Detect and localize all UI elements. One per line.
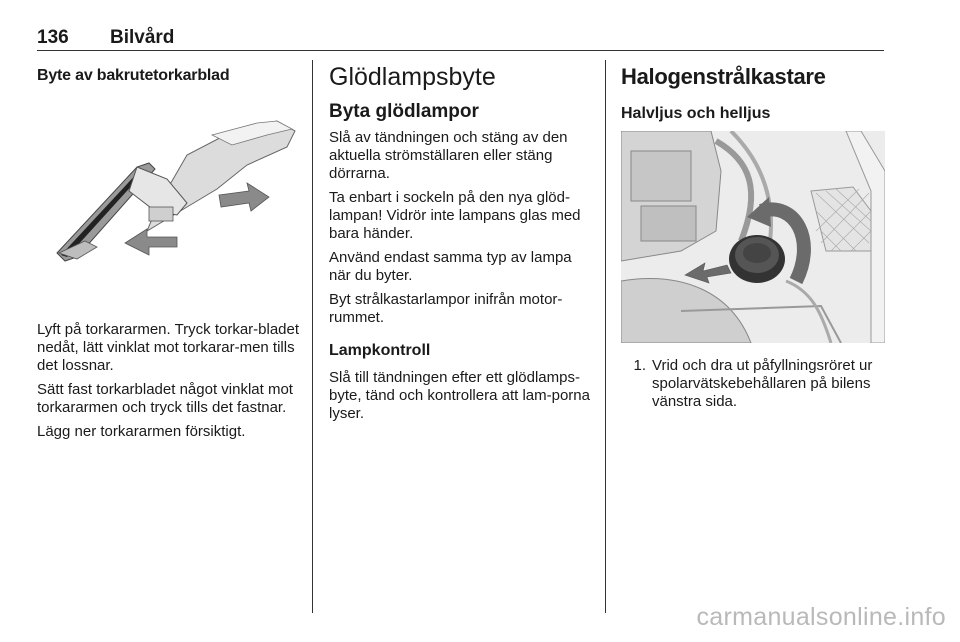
bulb-change-title: Glödlampsbyte [329,63,496,91]
step-item [621,357,886,411]
wiper-paragraph-3: Lägg ner torkararmen försiktigt. [37,423,246,440]
column-divider-1 [312,60,313,613]
bulb-paragraph-3: Använd endast samma typ av lampa när du byter. [329,249,572,284]
bulb-change-subtitle: Byta glödlampor [329,101,479,122]
lamp-check-heading: Lampkontroll [329,342,431,359]
lamp-check-paragraph: Slå till tändningen efter ett glödlamps-byte, tänd och kontrollera att lam-porna lyser. [329,369,590,422]
header-rule [37,50,884,51]
chapter-title: Bilvård [110,27,175,48]
step-text: Vrid och dra ut påfyllningsröret ur spolarvätskebehållaren på bilens vänstra sida. [652,357,873,410]
column-divider-2 [605,60,606,613]
halogen-subtitle: Halvljus och helljus [621,105,771,122]
site-watermark[interactable]: carmanualsonline.info [696,603,946,631]
bulb-paragraph-4: Byt strålkastarlampor inifrån motor-rummet. [329,291,563,326]
halogen-title: Halogenstrålkastare [621,64,826,89]
wiper-illustration [37,95,299,307]
middle-column [329,62,594,423]
wiper-drawing [37,95,299,307]
wiper-heading: Byte av bakrutetorkarblad [37,67,230,84]
bulb-paragraph-2: Ta enbart i sockeln på den nya glöd-lampan! Vidrör inte lampans glas med bara händer. [329,189,581,242]
page-number: 136 [37,27,69,48]
engine-bay-drawing [621,131,885,343]
step-number: 1. [633,357,646,374]
wiper-paragraph-1: Lyft på torkararmen. Tryck torkar-bladet nedåt, lätt vinklat mot torkarar-men tills det lossnar. [37,321,300,374]
halogen-steps [621,357,886,411]
wiper-instructions [37,321,302,441]
bulb-paragraph-1: Slå av tändningen och stäng av den aktuella strömställaren eller stäng dörrarna. [329,129,568,182]
engine-bay-illustration [621,131,885,343]
right-column [621,62,886,124]
left-column [37,66,302,86]
wiper-paragraph-2: Sätt fast torkarbladet något vinklat mot torkararmen och tryck tills det fastnar. [37,381,293,416]
